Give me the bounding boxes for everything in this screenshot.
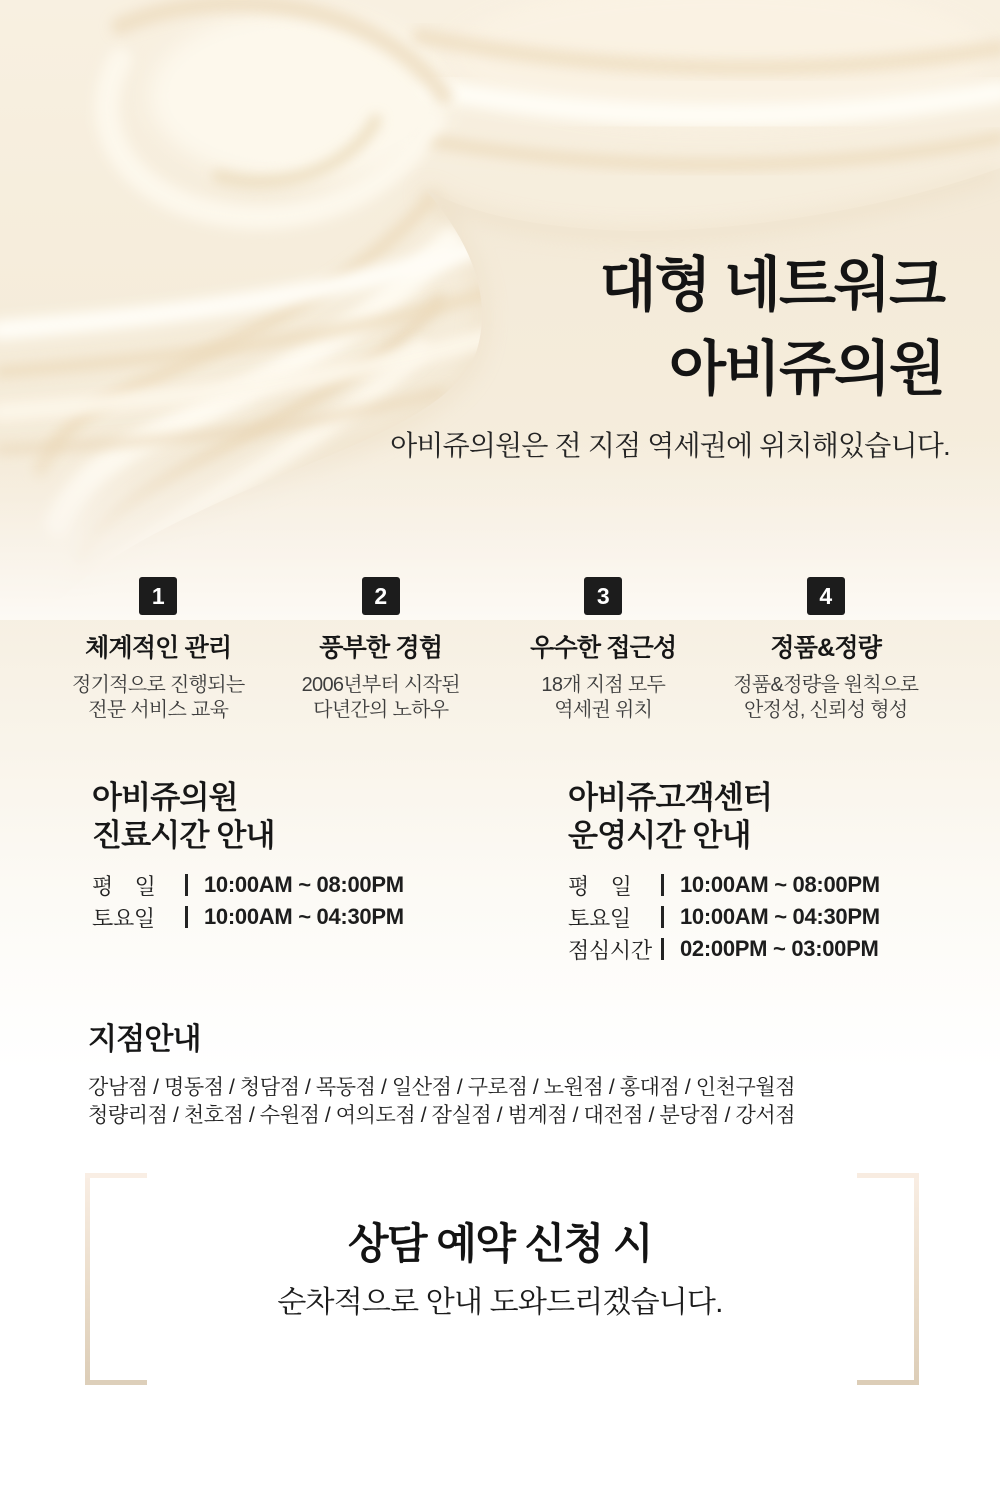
branches-section <box>88 1014 795 1129</box>
features-row <box>47 577 937 723</box>
hours-divider-bar <box>661 938 664 960</box>
feature-item-3 <box>492 577 715 723</box>
feature-number-badge: 4 <box>807 577 845 615</box>
hours-row <box>568 869 880 901</box>
feature-title: 체계적인 관리 <box>85 634 232 662</box>
feature-desc-line2: 안정성, 신뢰성 형성 <box>743 699 908 721</box>
customer-center-hours-section <box>568 779 880 965</box>
feature-desc-line1: 정기적으로 진행되는 <box>72 674 245 696</box>
feature-item-2 <box>270 577 493 723</box>
clinic-hours-title <box>92 779 404 855</box>
clinic-hours-rows <box>92 869 404 933</box>
hours-time: 02:00PM ~ 03:00PM <box>680 936 879 961</box>
feature-desc-line1: 정품&정량을 원칙으로 <box>733 674 919 696</box>
branches-list-line2: 청량리점 / 천호점 / 수원점 / 여의도점 / 잠실점 / 범계점 / 대전점 / 분당점 / 강서점 <box>88 1103 796 1127</box>
feature-desc <box>733 673 918 723</box>
hours-label: 토요일 <box>568 905 631 931</box>
page-subtitle: 아비쥬의원은 전 지점 역세권에 위치해있습니다. <box>390 430 950 461</box>
feature-desc <box>72 673 244 723</box>
hours-divider-bar <box>185 874 188 896</box>
feature-desc <box>541 673 665 723</box>
page-title-line2: 아비쥬의원 <box>669 336 944 402</box>
cta-frame-top-left-corner <box>85 1173 147 1178</box>
customer-center-hours-title-line1: 아비쥬고객센터 <box>568 780 773 815</box>
cta-frame-bottom-right-corner <box>857 1380 919 1385</box>
hours-time: 10:00AM ~ 04:30PM <box>680 904 880 929</box>
feature-number-badge: 1 <box>139 577 177 615</box>
feature-number-badge: 2 <box>362 577 400 615</box>
customer-center-hours-title <box>568 779 880 855</box>
cta-frame-top-right-corner <box>857 1173 919 1178</box>
hours-row <box>568 933 880 965</box>
clinic-hours-section <box>92 779 404 933</box>
cta-title: 상담 예약 신청 시 <box>347 1220 652 1267</box>
hours-label: 평 일 <box>92 873 156 899</box>
feature-desc-line2: 다년간의 노하우 <box>313 699 449 721</box>
hours-row <box>92 869 404 901</box>
feature-number-badge: 3 <box>584 577 622 615</box>
cta-subtitle: 순차적으로 안내 도와드리겠습니다. <box>277 1286 723 1319</box>
feature-title: 정품&정량 <box>770 634 882 662</box>
hours-time: 10:00AM ~ 08:00PM <box>680 872 880 897</box>
feature-desc-line2: 전문 서비스 교육 <box>88 699 229 721</box>
feature-desc-line2: 역세권 위치 <box>554 699 653 721</box>
hours-divider-bar <box>661 906 664 928</box>
clinic-hours-title-line1: 아비쥬의원 <box>92 780 238 815</box>
page-title-line1: 대형 네트워크 <box>599 252 944 318</box>
page-title <box>600 243 944 411</box>
customer-center-hours-title-line2: 운영시간 안내 <box>568 818 751 853</box>
cta-frame-right-border <box>914 1173 919 1385</box>
cta-frame <box>85 1173 919 1385</box>
hours-time: 10:00AM ~ 08:00PM <box>204 872 404 897</box>
hours-time: 10:00AM ~ 04:30PM <box>204 904 404 929</box>
feature-title: 풍부한 경험 <box>319 634 443 662</box>
branches-list-line1: 강남점 / 명동점 / 청담점 / 목동점 / 일산점 / 구로점 / 노원점 / 홍대점 / 인천구월점 <box>88 1076 796 1099</box>
hours-row <box>568 901 880 933</box>
hours-divider-bar <box>185 906 188 928</box>
branches-list <box>88 1074 795 1129</box>
cta-frame-bottom-left-corner <box>85 1380 147 1385</box>
feature-desc-line1: 2006년부터 시작된 <box>301 674 460 696</box>
hours-label: 점심시간 <box>568 937 652 963</box>
clinic-hours-title-line2: 진료시간 안내 <box>92 818 275 853</box>
feature-item-1 <box>47 577 270 723</box>
hours-label: 토요일 <box>92 905 155 931</box>
hours-row <box>92 901 404 933</box>
customer-center-hours-rows <box>568 869 880 965</box>
feature-desc-line1: 18개 지점 모두 <box>541 674 666 696</box>
hours-label: 평 일 <box>568 873 632 899</box>
cta-frame-left-border <box>85 1173 90 1385</box>
hours-divider-bar <box>661 874 664 896</box>
branches-title: 지점안내 <box>88 1023 201 1056</box>
feature-desc <box>302 673 460 723</box>
feature-item-4 <box>715 577 938 723</box>
feature-title: 우수한 접근성 <box>530 634 677 662</box>
